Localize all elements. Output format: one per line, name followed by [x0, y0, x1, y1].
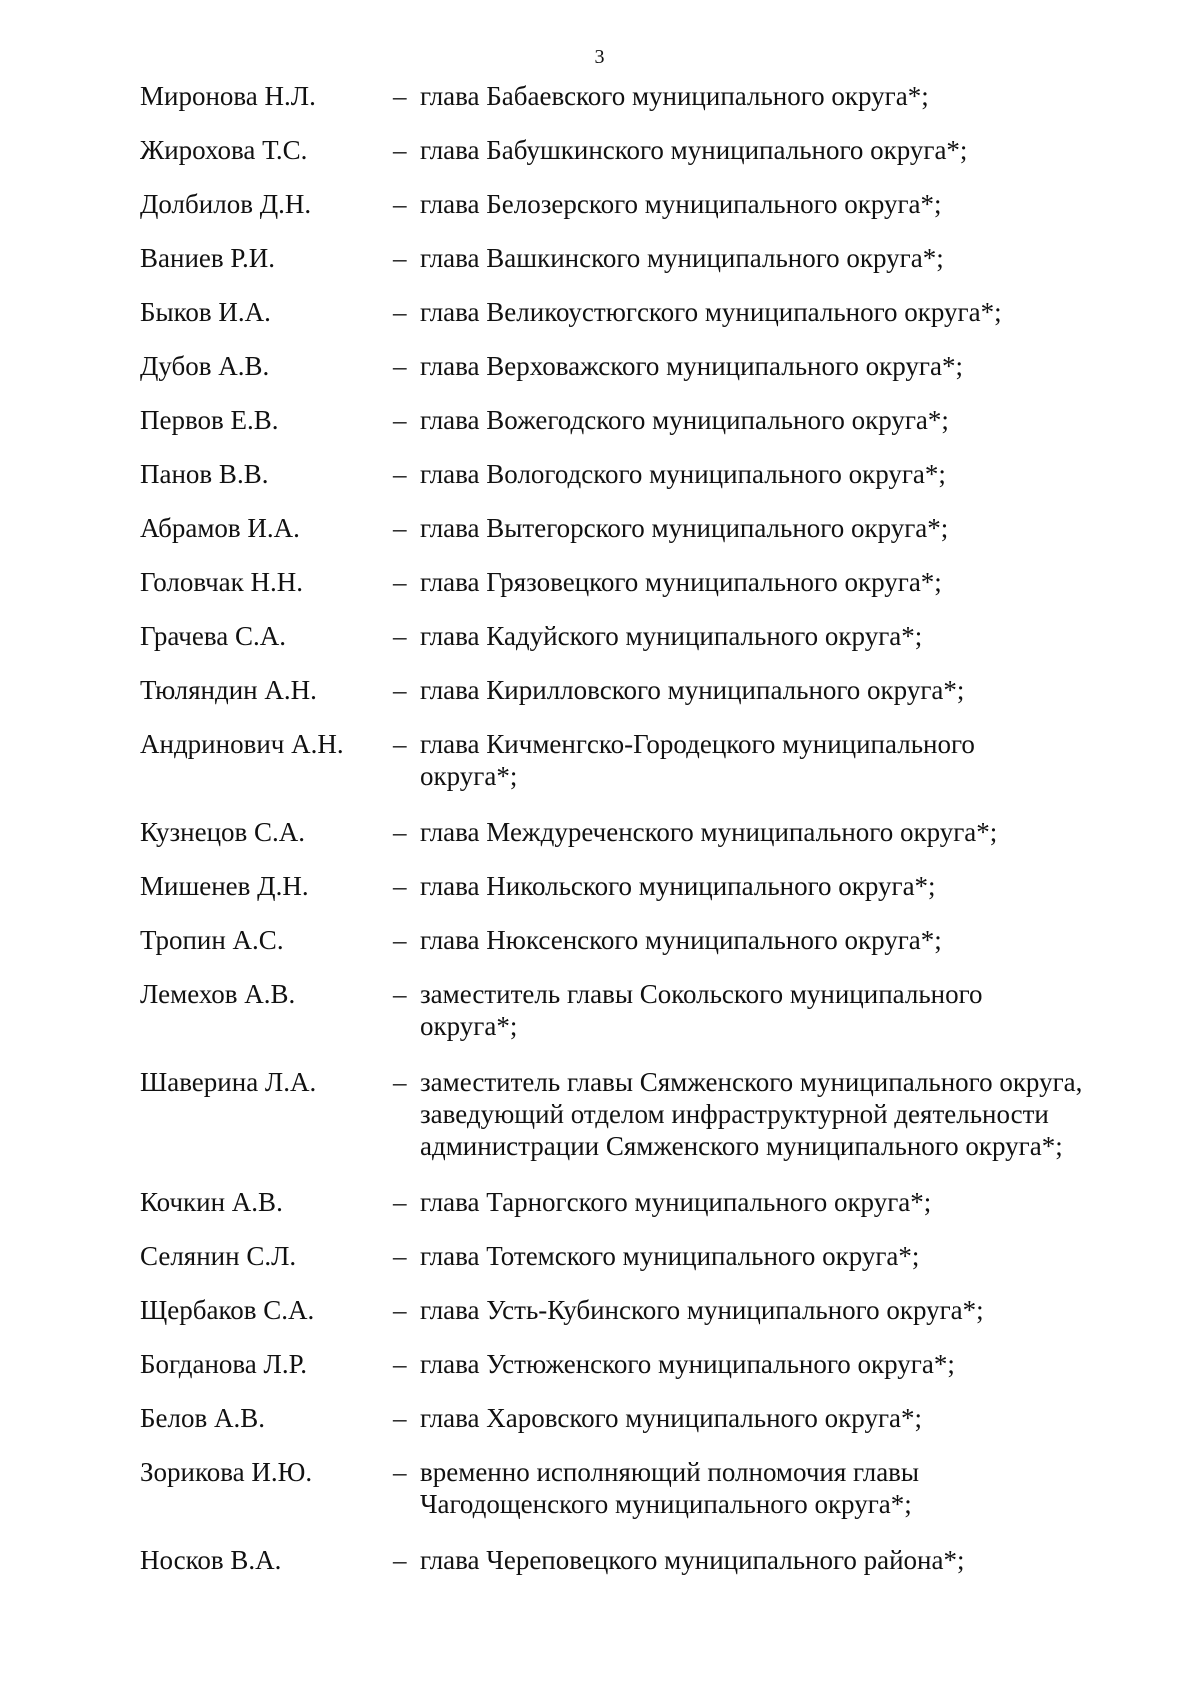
person-position: глава Кирилловского муниципального округа*;: [420, 675, 965, 705]
person-name: Лемехов А.В.: [140, 979, 296, 1009]
person-name: Мишенев Д.Н.: [140, 871, 309, 901]
person-name: Долбилов Д.Н.: [140, 189, 312, 219]
dash-separator: –: [393, 621, 407, 651]
person-name: Тюляндин А.Н.: [140, 675, 317, 705]
person-name: Тропин А.С.: [140, 925, 284, 955]
person-position: глава Никольского муниципального округа*;: [420, 871, 936, 901]
dash-separator: –: [393, 817, 407, 847]
list-item: [0, 350, 1200, 382]
person-position: глава Череповецкого муниципального района*;: [420, 1545, 965, 1575]
person-position: глава Междуреченского муниципального округа*;: [420, 817, 998, 847]
list-item: [0, 1240, 1200, 1272]
person-name: Грачева С.А.: [140, 621, 287, 651]
dash-separator: –: [393, 405, 407, 435]
person-position: глава Вожегодского муниципального округа*;: [420, 405, 949, 435]
person-position: заместитель главы Сямженского муниципального округа, заведующий отделом инфраструктурной деятельности администрации Сямженского муниципального округа*;: [420, 1067, 1083, 1161]
person-name: Кузнецов С.А.: [140, 817, 306, 847]
dash-separator: –: [393, 1241, 407, 1271]
person-position: глава Кичменгско-Городецкого муниципального округа*;: [420, 729, 975, 791]
dash-separator: –: [393, 297, 407, 327]
list-item: [0, 728, 1200, 792]
person-name: Миронова Н.Л.: [140, 81, 316, 111]
list-item: [0, 1456, 1200, 1520]
person-position: глава Белозерского муниципального округа*;: [420, 189, 942, 219]
person-position: глава Устюженского муниципального округа*;: [420, 1349, 955, 1379]
list-item: [0, 512, 1200, 544]
person-position: временно исполняющий полномочия главы Чагодощенского муниципального округа*;: [420, 1457, 920, 1519]
person-name: Ваниев Р.И.: [140, 243, 276, 273]
person-name: Кочкин А.В.: [140, 1187, 283, 1217]
dash-separator: –: [393, 871, 407, 901]
person-position: глава Бабаевского муниципального округа*;: [420, 81, 929, 111]
list-item: [0, 1066, 1200, 1162]
person-position: глава Великоустюгского муниципального округа*;: [420, 297, 1002, 327]
person-name: Головчак Н.Н.: [140, 567, 304, 597]
list-item: [0, 80, 1200, 112]
list-item: [0, 1294, 1200, 1326]
person-position: глава Харовского муниципального округа*;: [420, 1403, 923, 1433]
dash-separator: –: [393, 1457, 407, 1487]
person-position: заместитель главы Сокольского муниципального округа*;: [420, 979, 983, 1041]
list-item: [0, 188, 1200, 220]
list-item: [0, 1402, 1200, 1434]
person-name: Быков И.А.: [140, 297, 271, 327]
person-name: Богданова Л.Р.: [140, 1349, 307, 1379]
dash-separator: –: [393, 1545, 407, 1575]
list-item: [0, 1544, 1200, 1576]
list-item: [0, 458, 1200, 490]
person-name: Панов В.В.: [140, 459, 269, 489]
person-name: Первов Е.В.: [140, 405, 279, 435]
attendee-list: [0, 80, 1200, 1598]
list-item: [0, 1348, 1200, 1380]
dash-separator: –: [393, 1187, 407, 1217]
page-number: 3: [594, 46, 606, 68]
dash-separator: –: [393, 351, 407, 381]
list-item: [0, 134, 1200, 166]
dash-separator: –: [393, 925, 407, 955]
list-item: [0, 620, 1200, 652]
person-name: Дубов А.В.: [140, 351, 270, 381]
person-position: глава Вашкинского муниципального округа*;: [420, 243, 944, 273]
list-item: [0, 924, 1200, 956]
person-name: Зорикова И.Ю.: [140, 1457, 313, 1487]
list-item: [0, 816, 1200, 848]
list-item: [0, 404, 1200, 436]
list-item: [0, 566, 1200, 598]
dash-separator: –: [393, 1295, 407, 1325]
dash-separator: –: [393, 1403, 407, 1433]
dash-separator: –: [393, 729, 407, 759]
person-name: Андринович А.Н.: [140, 729, 344, 759]
list-item: [0, 674, 1200, 706]
dash-separator: –: [393, 135, 407, 165]
dash-separator: –: [393, 675, 407, 705]
dash-separator: –: [393, 567, 407, 597]
dash-separator: –: [393, 979, 407, 1009]
person-position: глава Тарногского муниципального округа*;: [420, 1187, 932, 1217]
dash-separator: –: [393, 513, 407, 543]
person-position: глава Кадуйского муниципального округа*;: [420, 621, 923, 651]
dash-separator: –: [393, 189, 407, 219]
person-name: Жирохова Т.С.: [140, 135, 308, 165]
dash-separator: –: [393, 459, 407, 489]
person-position: глава Вологодского муниципального округа*;: [420, 459, 946, 489]
person-position: глава Бабушкинского муниципального округа*;: [420, 135, 968, 165]
person-position: глава Нюксенского муниципального округа*;: [420, 925, 942, 955]
list-item: [0, 978, 1200, 1042]
list-item: [0, 1186, 1200, 1218]
person-position: глава Тотемского муниципального округа*;: [420, 1241, 920, 1271]
person-name: Селянин С.Л.: [140, 1241, 297, 1271]
list-item: [0, 242, 1200, 274]
dash-separator: –: [393, 81, 407, 111]
dash-separator: –: [393, 1067, 407, 1097]
person-name: Шаверина Л.А.: [140, 1067, 317, 1097]
list-item: [0, 870, 1200, 902]
list-item: [0, 296, 1200, 328]
dash-separator: –: [393, 243, 407, 273]
person-position: глава Верховажского муниципального округа*;: [420, 351, 963, 381]
dash-separator: –: [393, 1349, 407, 1379]
person-name: Белов А.В.: [140, 1403, 265, 1433]
person-name: Щербаков С.А.: [140, 1295, 315, 1325]
person-name: Абрамов И.А.: [140, 513, 300, 543]
person-name: Носков В.А.: [140, 1545, 282, 1575]
person-position: глава Вытегорского муниципального округа*;: [420, 513, 949, 543]
person-position: глава Усть-Кубинского муниципального округа*;: [420, 1295, 984, 1325]
person-position: глава Грязовецкого муниципального округа*;: [420, 567, 942, 597]
